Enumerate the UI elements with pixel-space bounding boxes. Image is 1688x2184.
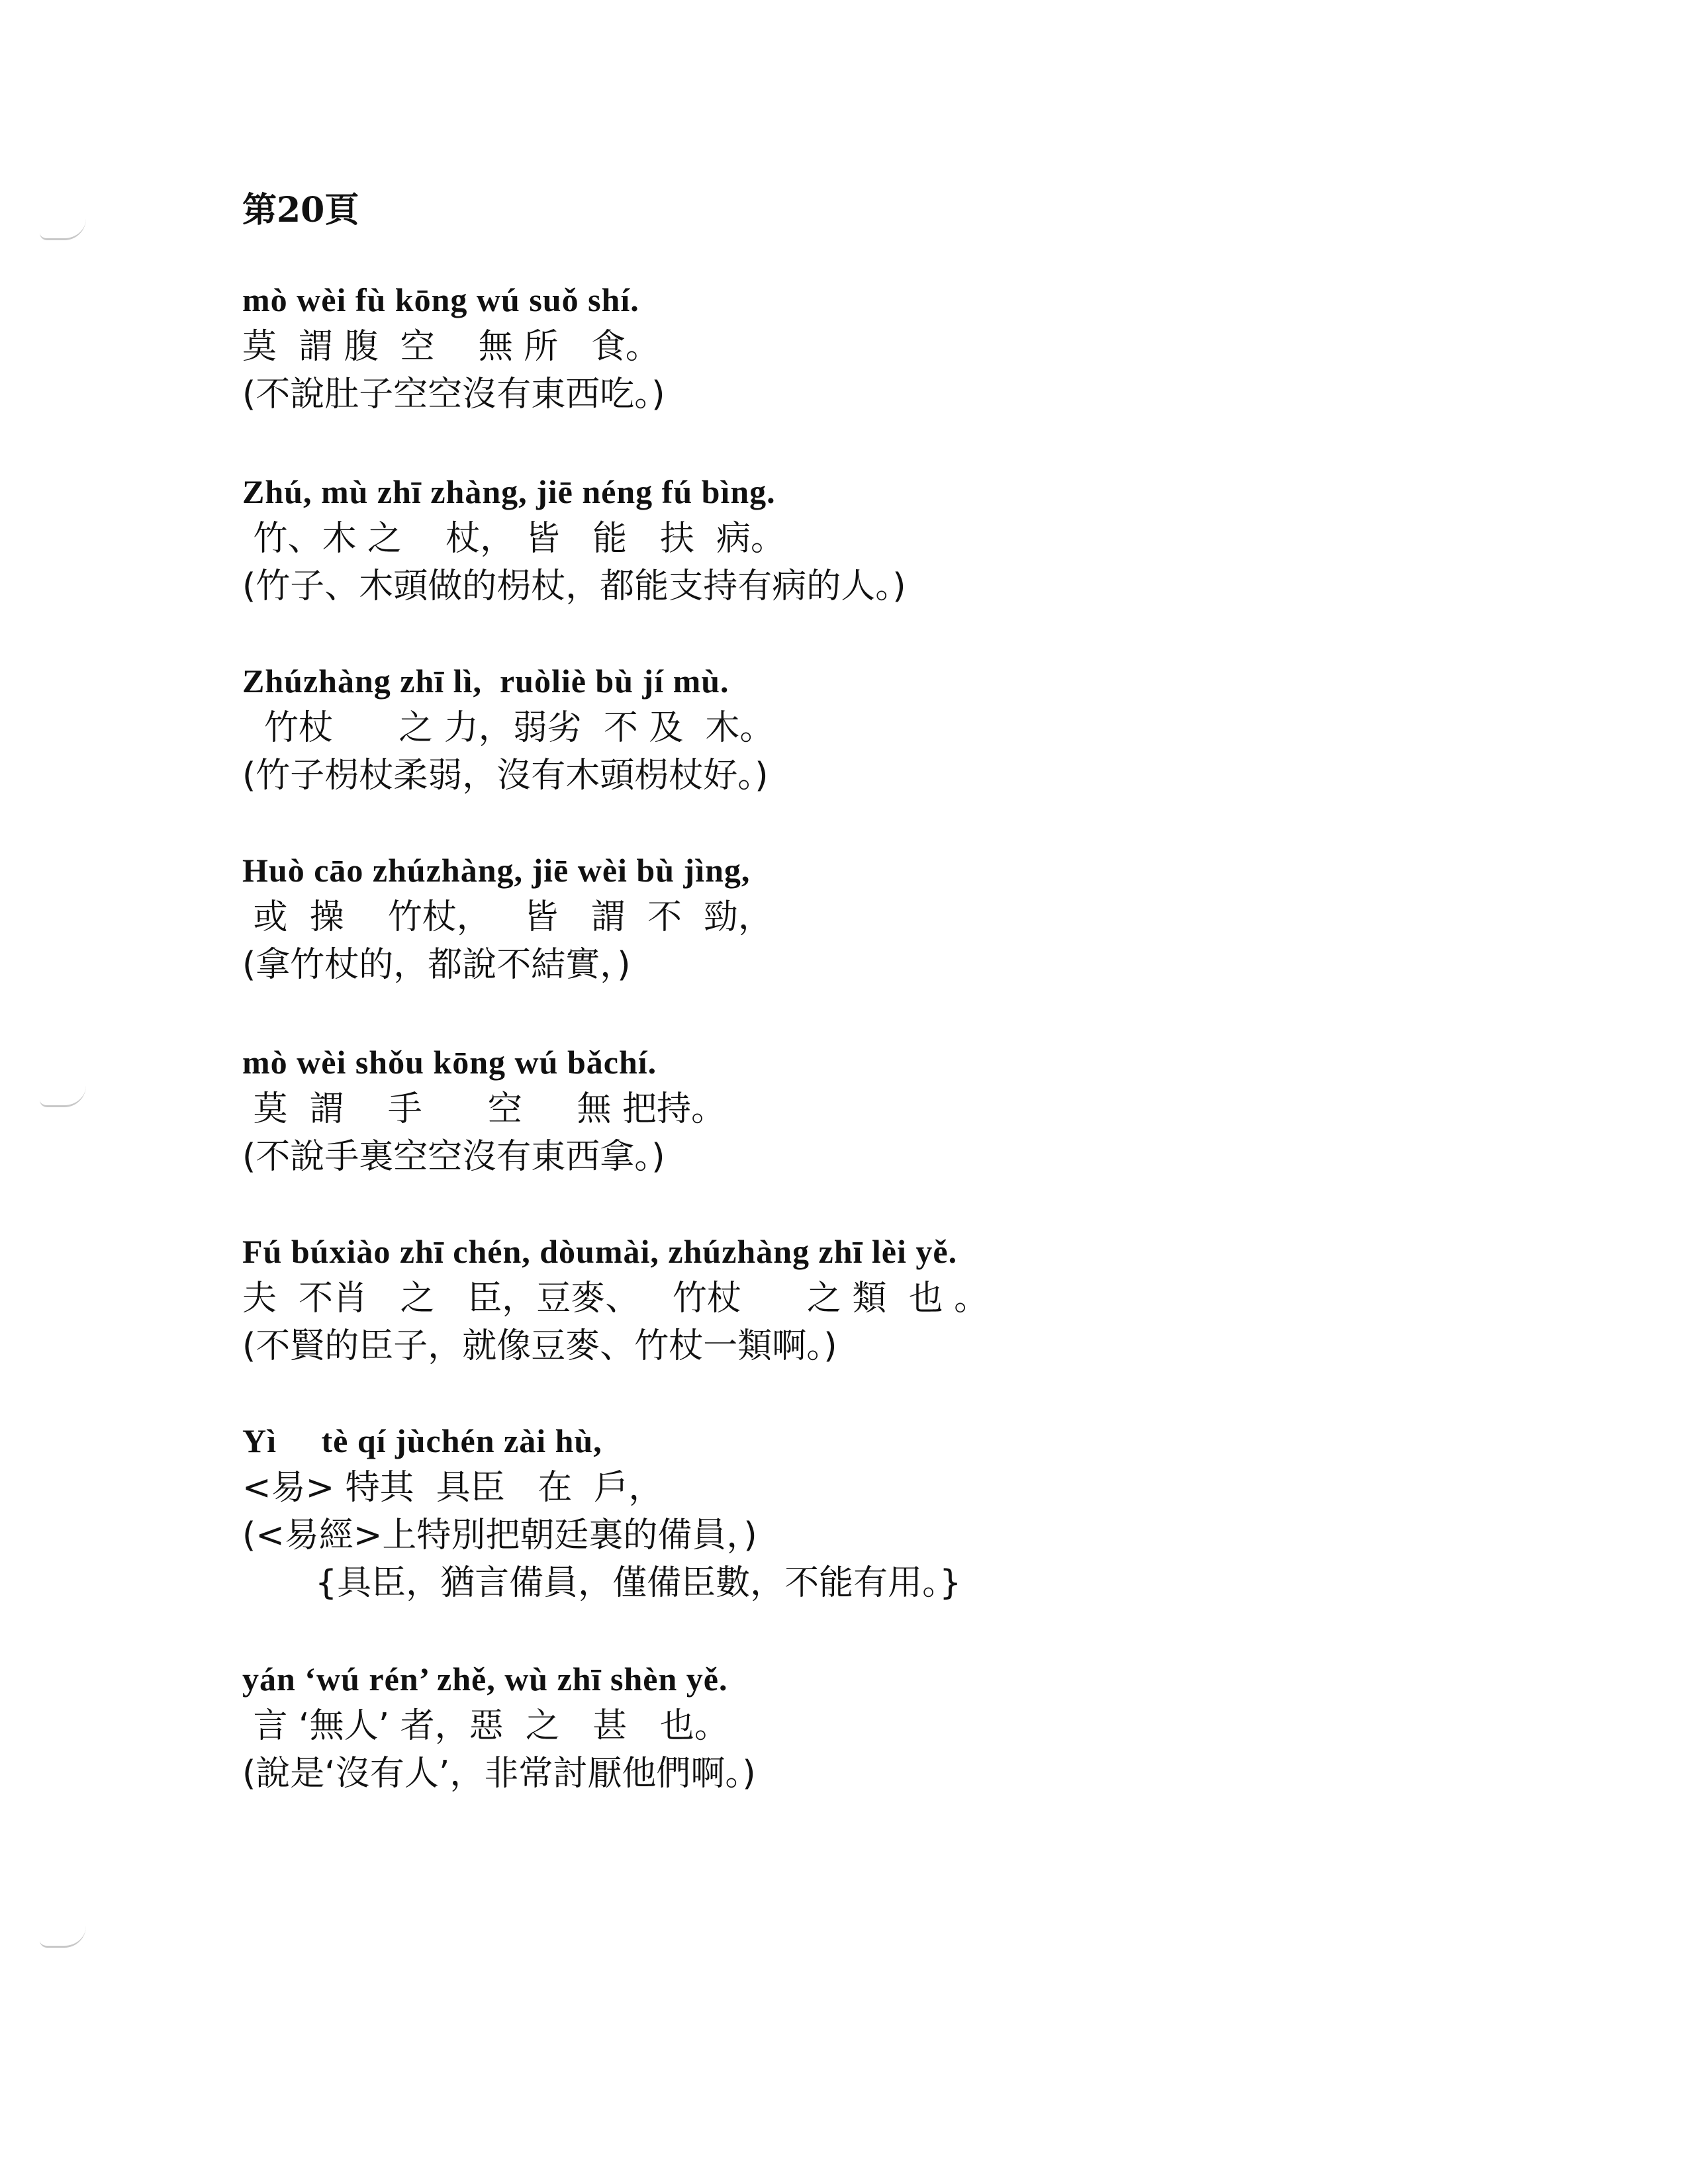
chinese-line: <易> 特其 具臣 在 戶， [242,1468,663,1508]
pinyin-line: Zhúzhàng zhī lì, ruòliè bù jí mù. [242,662,729,700]
stanza [242,283,1540,420]
stanza [242,475,1540,612]
chinese-line: 竹杖 之 力，弱劣 不 及 木。 [242,708,774,748]
page-title: 第20頁 [242,190,359,230]
pinyin-line: Huò cāo zhúzhàng, jiē wèi bù jìng, [242,852,751,889]
stanza [242,1662,1540,1799]
translation-line: (<易經>上特別把朝廷裏的備員，) [242,1516,757,1555]
pinyin-line: Fú búxiào zhī chén, dòumài, zhúzhàng zhī lèi yě. [242,1233,958,1270]
translation-line: (不說肚子空空沒有東西吃。) [242,375,665,414]
pinyin-line: Zhú, mù zhī zhàng, jiē néng fú bìng. [242,473,776,510]
chinese-line: 莫 謂 腹 空 無 所 食。 [242,327,660,367]
chinese-line: 夫 不肖 之 臣，豆麥、 竹杖 之 類 也 。 [242,1279,989,1318]
scan-mark [40,1085,86,1107]
translation-line: (竹子枴杖柔弱，沒有木頭枴杖好。) [242,756,769,796]
scan-mark [40,218,86,240]
pinyin-line: mò wèi shǒu kōng wú bǎchí. [242,1044,657,1081]
translation-line: (說是‘沒有人’，非常討厭他們啊。) [242,1754,756,1794]
stanza [242,1235,1540,1371]
chinese-line: 竹、木 之 杖， 皆 能 扶 病。 [242,519,785,559]
pinyin-line: mò wèi fù kōng wú suǒ shí. [242,281,639,318]
annotation-note: {具臣，猶言備員，僅備臣數，不能有用。} [315,1563,962,1603]
chinese-line: 言 ‘無人’ 者，惡 之 甚 也。 [242,1706,729,1746]
translation-line: (不說手裏空空沒有東西拿。) [242,1137,665,1177]
stanza [242,664,1540,801]
stanza [242,1424,1540,1608]
stanza [242,854,1540,990]
translation-line: (不賢的臣子，就像豆麥、竹杖一類啊。) [242,1326,837,1366]
pinyin-line: yán ‘wú rén’ zhě, wù zhī shèn yě. [242,1661,728,1698]
translation-line: (竹子、木頭做的枴杖，都能支持有病的人。) [242,567,906,606]
scan-mark [40,1926,86,1948]
stanza [242,1046,1540,1182]
chinese-line: 莫 謂 手 空 無 把持。 [242,1089,726,1129]
pinyin-line: Yì tè qí jùchén zài hù, [242,1422,602,1459]
translation-line: (拿竹杖的，都說不結實，) [242,945,631,985]
chinese-line: 或 操 竹杖， 皆 謂 不 勁， [242,897,773,937]
